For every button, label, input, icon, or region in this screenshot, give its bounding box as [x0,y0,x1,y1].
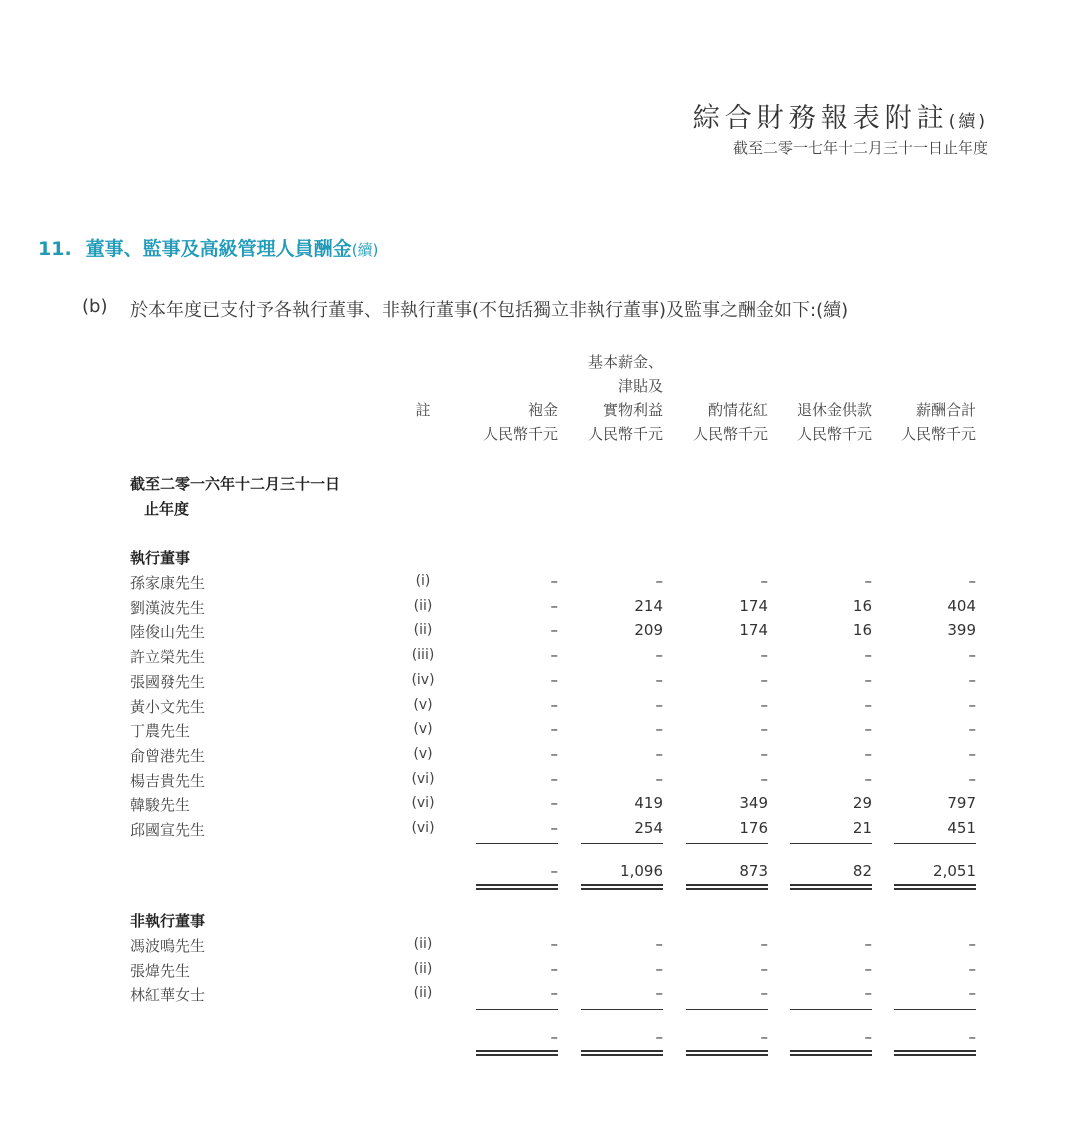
table-cell-total: 451 [947,819,976,837]
table-row-note: (ii) [413,936,433,952]
col-header-salary-line4: 人民幣千元 [587,425,663,443]
table-row-note: (ii) [413,597,433,614]
page-title [693,96,988,135]
executive-total-double-rule [790,884,872,890]
non-executive-subtotal-rule [476,1009,558,1010]
table-cell-bonus: – [760,984,768,1003]
table-row-note: (ii) [413,960,433,977]
table-row-name: 馮波鳴先生 [130,937,206,955]
table-row-note: (ii) [413,985,433,1002]
table-cell-pension: – [864,984,872,1003]
table-cell-bonus: – [760,959,768,978]
table-cell-salary: – [655,744,663,763]
table-cell-bonus: 174 [739,621,768,640]
col-header-total-line1: 薪酬合計 [915,401,976,419]
col-header-pension-line1: 退休金供款 [796,401,872,419]
col-header-pension-line2: 人民幣千元 [796,425,872,443]
non-executive-subtotal-rule [790,1009,872,1010]
table-cell-fees: – [550,572,558,590]
subtotal-cell-total: 2,051 [933,862,976,880]
table-row-name: 楊吉貴先生 [130,771,206,790]
table-row-note: (vi) [411,770,435,787]
table-row-name: 俞曾港先生 [130,746,206,765]
col-header-note: 註 [415,401,431,419]
table-row-note: (i) [415,573,431,589]
table-row-name: 邱國宣先生 [130,821,206,839]
table-cell-fees: – [550,646,558,665]
subtotal-cell-salary: 1,096 [620,862,663,880]
table-cell-salary: 214 [634,596,663,615]
col-header-fees-line2: 人民幣千元 [482,425,558,443]
table-cell-total: – [968,959,976,978]
subtotal-cell-fees: – [550,862,558,880]
table-row-name: 林紅華女士 [130,986,206,1005]
page-title-suffix: (續) [948,112,988,132]
table-cell-total: – [968,935,976,953]
executive-total-double-rule [894,884,976,890]
col-header-salary-line1: 基本薪金、 [587,353,663,371]
table-row-name: 孫家康先生 [130,574,206,592]
table-cell-bonus: – [760,670,768,689]
subsection-text: 於本年度已支付予各執行董事、非執行董事(不包括獨立非執行董事)及監事之酬金如下:(續) [130,300,849,321]
col-header-total [878,398,976,446]
table-cell-total: – [968,572,976,590]
table-cell-pension: 21 [852,819,872,837]
non-executive-total-double-rule [686,1050,768,1056]
table-cell-bonus: – [760,646,768,665]
table-cell-salary: – [655,720,663,739]
table-cell-bonus: 176 [739,819,768,837]
subtotal-cell-bonus: 873 [739,862,768,880]
section-suffix: (續) [351,241,379,259]
executive-total-double-rule [686,884,768,890]
col-header-bonus-line1: 酌情花紅 [707,401,768,419]
section-heading [38,234,378,261]
col-header-salary-line3: 實物利益 [602,401,663,419]
non-executive-subtotal-rule [894,1009,976,1010]
table-cell-fees: – [550,935,558,953]
table-cell-fees: – [550,744,558,763]
table-cell-pension: – [864,935,872,953]
table-cell-fees: – [550,621,558,640]
table-cell-total: – [968,744,976,763]
table-row-name: 張國發先生 [130,672,206,691]
table-cell-total: – [968,769,976,788]
table-cell-bonus: 174 [739,596,768,615]
executive-heading: 執行董事 [130,549,191,567]
table-row-name: 丁農先生 [130,722,191,741]
period-label-line2: 止年度 [144,500,190,518]
table-row-note: (ii) [413,622,433,639]
table-row-name: 黃小文先生 [130,697,206,716]
non-executive-total-double-rule [476,1050,558,1056]
table-cell-pension: – [864,744,872,763]
subtotal-cell-pension: 82 [852,862,872,880]
col-header-pension [774,398,872,446]
table-cell-salary: – [655,935,663,953]
table-cell-bonus: – [760,572,768,590]
table-cell-pension: – [864,695,872,714]
executive-subtotal-rule [790,843,872,844]
table-cell-pension: – [864,572,872,590]
table-row-name: 劉漢波先生 [130,598,206,617]
non-executive-total-double-rule [581,1050,663,1056]
table-cell-total: – [968,984,976,1003]
table-cell-bonus: – [760,935,768,953]
subtotal-cell-total: – [968,1028,976,1046]
table-cell-fees: – [550,720,558,739]
table-cell-salary: – [655,959,663,978]
table-row-name: 陸俊山先生 [130,623,206,642]
subtotal-cell-fees: – [550,1028,558,1046]
table-cell-salary: – [655,695,663,714]
table-row-note: (vi) [411,820,435,836]
table-cell-salary: – [655,670,663,689]
col-header-bonus [670,398,768,446]
table-cell-salary: 209 [634,621,663,640]
col-header-total-line2: 人民幣千元 [900,425,976,443]
executive-subtotal-rule [476,843,558,844]
table-cell-total: – [968,646,976,665]
non-executive-subtotal-rule [686,1009,768,1010]
table-cell-total: – [968,670,976,689]
table-row-note: (v) [413,721,433,738]
table-row-note: (v) [413,745,433,762]
page-title-text: 綜合財務報表附註 [692,103,949,134]
table-cell-total: 797 [947,794,976,813]
table-cell-salary: – [655,769,663,788]
table-cell-bonus: – [760,744,768,763]
table-cell-salary: – [655,984,663,1003]
executive-subtotal-rule [686,843,768,844]
subsection-label: (b) [82,296,108,317]
subtotal-cell-salary: – [655,1028,663,1046]
table-cell-fees: – [550,695,558,714]
table-cell-salary: 254 [634,819,663,837]
table-cell-bonus: – [760,769,768,788]
table-cell-pension: – [864,769,872,788]
table-cell-pension: 16 [852,621,872,640]
page-subtitle: 截至二零一七年十二月三十一日止年度 [732,139,988,157]
table-cell-fees: – [550,670,558,689]
table-row-note: (vi) [411,795,435,812]
executive-subtotal-rule [894,843,976,844]
table-row-note: (v) [413,696,433,713]
executive-total-double-rule [581,884,663,890]
col-header-bonus-line2: 人民幣千元 [692,425,768,443]
table-cell-salary: 419 [634,794,663,813]
subtotal-cell-bonus: – [760,1028,768,1046]
period-label-line1: 截至二零一六年十二月三十一日 [130,475,341,493]
table-row-name: 韓駿先生 [130,796,191,815]
table-cell-pension: – [864,959,872,978]
table-cell-pension: 16 [852,596,872,615]
non-executive-subtotal-rule [581,1009,663,1010]
col-header-salary-line2: 津貼及 [617,377,663,395]
table-cell-fees: – [550,596,558,615]
executive-total-double-rule [476,884,558,890]
non-executive-total-double-rule [894,1050,976,1056]
table-row-note: (iii) [411,647,435,664]
table-cell-total: – [968,720,976,739]
table-cell-bonus: 349 [739,794,768,813]
table-cell-salary: – [655,572,663,590]
col-header-salary [565,350,663,446]
table-cell-pension: – [864,720,872,739]
section-number: 11. [38,238,72,260]
col-header-fees-line1: 袍金 [527,401,558,419]
table-cell-bonus: – [760,695,768,714]
table-cell-total: – [968,695,976,714]
table-cell-fees: – [550,819,558,837]
table-row-name: 張煒先生 [130,961,191,980]
table-cell-pension: 29 [852,794,872,813]
section-title: 董事、監事及高級管理人員酬金 [85,238,352,260]
table-cell-total: 399 [947,621,976,640]
table-cell-pension: – [864,670,872,689]
non-executive-heading: 非執行董事 [130,912,206,930]
col-header-fees [460,398,558,446]
subtotal-cell-pension: – [864,1028,872,1046]
table-cell-salary: – [655,646,663,665]
table-cell-fees: – [550,769,558,788]
table-cell-pension: – [864,646,872,665]
executive-subtotal-rule [581,843,663,844]
table-cell-fees: – [550,794,558,813]
table-cell-fees: – [550,959,558,978]
table-row-name: 許立榮先生 [130,648,206,667]
table-cell-fees: – [550,984,558,1003]
table-cell-bonus: – [760,720,768,739]
table-cell-total: 404 [947,596,976,615]
table-row-note: (iv) [411,671,435,688]
non-executive-total-double-rule [790,1050,872,1056]
